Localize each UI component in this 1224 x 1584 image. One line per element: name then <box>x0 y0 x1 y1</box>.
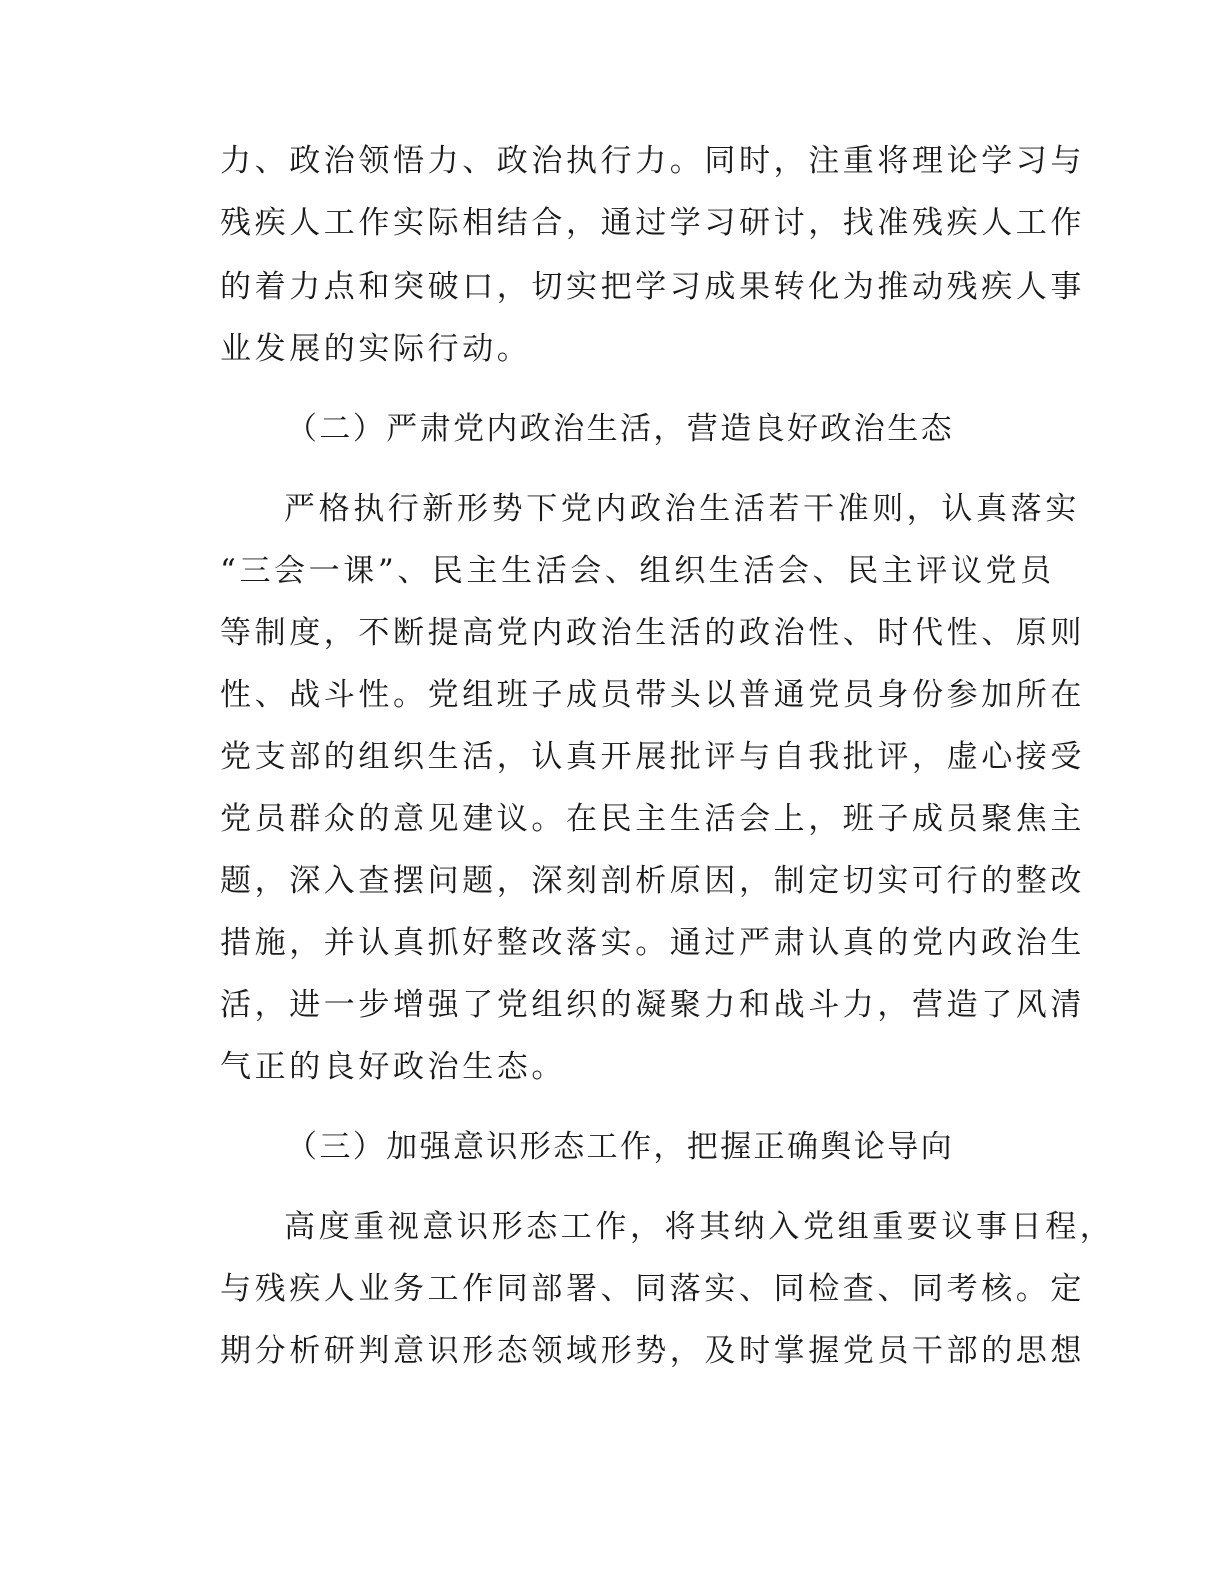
body-text-line: 气正的良好政治生态。 <box>220 1049 566 1085</box>
body-text-line: 党支部的组织生活，认真开展批评与自我批评，虚心接受 <box>220 739 1085 775</box>
body-text-line: 的着力点和突破口，切实把学习成果转化为推动残疾人事 <box>220 269 1085 305</box>
paragraph-first-line: 高度重视意识形态工作，将其纳入党组重要议事日程， <box>284 1209 1115 1245</box>
body-text-line: 措施，并认真抓好整改落实。通过严肃认真的党内政治生 <box>220 925 1085 961</box>
body-text-line: 活，进一步增强了党组织的凝聚力和战斗力，营造了风清 <box>220 987 1085 1023</box>
body-text-line: 等制度，不断提高党内政治生活的政治性、时代性、原则 <box>220 615 1085 651</box>
body-text-line: 党员群众的意见建议。在民主生活会上，班子成员聚焦主 <box>220 801 1085 837</box>
section-heading-3: （三）加强意识形态工作，把握正确舆论导向 <box>286 1129 954 1165</box>
body-text-line: 力、政治领悟力、政治执行力。同时，注重将理论学习与 <box>220 143 1085 179</box>
section-heading-2: （二）严肃党内政治生活，营造良好政治生态 <box>286 411 954 447</box>
body-text-line: 与残疾人业务工作同部署、同落实、同检查、同考核。定 <box>220 1271 1085 1307</box>
body-text-line: 题，深入查摆问题，深刻剖析原因，制定切实可行的整改 <box>220 863 1085 899</box>
body-text-line: 业发展的实际行动。 <box>220 331 532 367</box>
body-text-line: 性、战斗性。党组班子成员带头以普通党员身份参加所在 <box>220 677 1085 713</box>
body-text-line: “三会一课”、民主生活会、组织生活会、民主评议党员 <box>220 553 1055 589</box>
body-text-line: 期分析研判意识形态领域形势，及时掌握党员干部的思想 <box>220 1333 1085 1369</box>
body-text-line: 残疾人工作实际相结合，通过学习研讨，找准残疾人工作 <box>220 205 1085 241</box>
paragraph-first-line: 严格执行新形势下党内政治生活若干准则，认真落实 <box>284 491 1080 527</box>
